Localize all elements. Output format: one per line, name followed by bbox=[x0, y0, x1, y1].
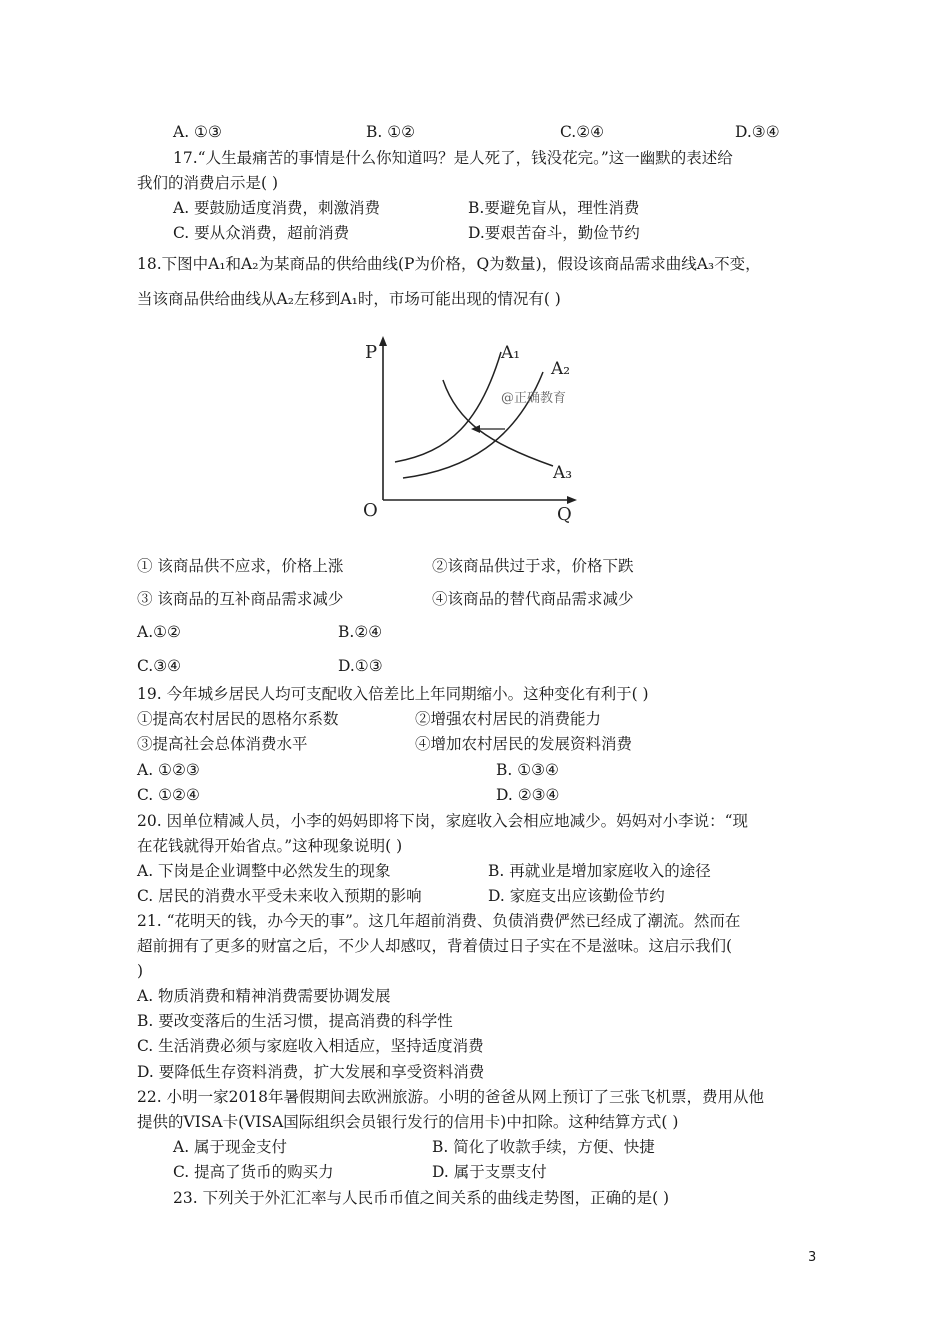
q19-item-4: ④增加农村居民的发展资料消费 bbox=[415, 735, 633, 753]
q21-stem-line2: 超前拥有了更多的财富之后，不少人却感叹，背着债过日子实在不是滋味。这启示我们( bbox=[137, 937, 733, 955]
q21-option-b: B. 要改变落后的生活习惯，提高消费的科学性 bbox=[137, 1012, 453, 1030]
q22-stem-line2: 提供的VISA卡(VISA国际组织会员银行发行的信用卡)中扣除。这种结算方式( ) bbox=[137, 1113, 679, 1131]
supply-curve-a1 bbox=[395, 352, 501, 462]
q18-item-2: ②该商品供过于求，价格下跌 bbox=[432, 557, 634, 575]
q18-option-c: C.③④ bbox=[137, 657, 182, 675]
q20-option-b: B. 再就业是增加家庭收入的途径 bbox=[488, 862, 711, 880]
q17-option-c: C. 要从众消费，超前消费 bbox=[173, 224, 350, 242]
q18-stem-line2: 当该商品供给曲线从A₂左移到A₁时，市场可能出现的情况有( ) bbox=[137, 290, 561, 308]
supply-demand-figure bbox=[355, 332, 615, 532]
q19-stem: 19. 今年城乡居民人均可支配收入倍差比上年同期缩小。这种变化有利于( ) bbox=[137, 685, 649, 703]
q18-option-d: D.①③ bbox=[338, 657, 383, 675]
q20-option-d: D. 家庭支出应该勤俭节约 bbox=[488, 887, 665, 905]
q19-option-b: B. ①③④ bbox=[496, 761, 559, 779]
q21-option-d: D. 要降低生存资料消费，扩大发展和享受资料消费 bbox=[137, 1063, 485, 1081]
q22-option-b: B. 简化了收款手续，方便、快捷 bbox=[432, 1138, 655, 1156]
q22-option-c: C. 提高了货币的购买力 bbox=[173, 1163, 334, 1181]
q16-option-d: D.③④ bbox=[735, 123, 780, 141]
watermark: @正确教育 bbox=[501, 391, 567, 406]
q19-option-c: C. ①②④ bbox=[137, 786, 200, 804]
q18-item-1: ① 该商品供不应求，价格上涨 bbox=[137, 557, 344, 575]
page-number: 3 bbox=[808, 1250, 817, 1265]
q21-stem-line1: 21. “花明天的钱，办今天的事”。这几年超前消费、负债消费俨然已经成了潮流。然而在 bbox=[137, 912, 741, 930]
q20-option-c: C. 居民的消费水平受未来收入预期的影响 bbox=[137, 887, 422, 905]
q19-item-3: ③提高社会总体消费水平 bbox=[137, 735, 308, 753]
a1-label: A₁ bbox=[501, 343, 521, 363]
q16-option-b: B. ①② bbox=[366, 123, 416, 141]
q-axis-label: Q bbox=[557, 504, 572, 525]
q18-stem-line1: 18.下图中A₁和A₂为某商品的供给曲线(P为价格，Q为数量)，假设该商品需求曲线A₃不变， bbox=[137, 255, 761, 273]
q17-option-d: D.要艰苦奋斗，勤俭节约 bbox=[468, 224, 640, 242]
q18-item-3: ③ 该商品的互补商品需求减少 bbox=[137, 590, 344, 608]
origin-label: O bbox=[363, 500, 378, 521]
shift-arrow-head bbox=[471, 425, 480, 433]
q16-option-c: C.②④ bbox=[560, 123, 605, 141]
q20-stem-line2: 在花钱就得开始省点。”这种现象说明( ) bbox=[137, 837, 403, 855]
q22-stem-line1: 22. 小明一家2018年暑假期间去欧洲旅游。小明的爸爸从网上预订了三张飞机票，费用从他 bbox=[137, 1088, 765, 1106]
q19-option-a: A. ①②③ bbox=[137, 761, 200, 779]
a3-label: A₃ bbox=[553, 463, 573, 483]
q20-stem-line1: 20. 因单位精减人员，小李的妈妈即将下岗，家庭收入会相应地减少。妈妈对小李说：“现 bbox=[137, 812, 749, 830]
y-axis-arrow bbox=[379, 336, 387, 346]
q17-stem-line2: 我们的消费启示是( ) bbox=[137, 174, 279, 192]
q23-stem: 23. 下列关于外汇汇率与人民币币值之间关系的曲线走势图，正确的是( ) bbox=[173, 1189, 670, 1207]
q22-option-d: D. 属于支票支付 bbox=[432, 1163, 547, 1181]
q18-item-4: ④该商品的替代商品需求减少 bbox=[432, 590, 634, 608]
p-axis-label: P bbox=[365, 342, 378, 363]
x-axis-arrow bbox=[567, 496, 577, 504]
q17-option-b: B.要避免盲从，理性消费 bbox=[468, 199, 640, 217]
q18-option-b: B.②④ bbox=[338, 623, 383, 641]
q21-option-a: A. 物质消费和精神消费需要协调发展 bbox=[137, 987, 391, 1005]
q21-stem-line3: ) bbox=[137, 962, 144, 980]
q22-option-a: A. 属于现金支付 bbox=[173, 1138, 288, 1156]
q19-item-1: ①提高农村居民的恩格尔系数 bbox=[137, 710, 339, 728]
q17-option-a: A. 要鼓励适度消费，刺激消费 bbox=[173, 199, 381, 217]
q18-option-a: A.①② bbox=[137, 623, 181, 641]
a2-label: A₂ bbox=[551, 359, 571, 379]
q19-option-d: D. ②③④ bbox=[496, 786, 560, 804]
q21-option-c: C. 生活消费必须与家庭收入相适应，坚持适度消费 bbox=[137, 1037, 484, 1055]
q19-item-2: ②增强农村居民的消费能力 bbox=[415, 710, 602, 728]
q20-option-a: A. 下岗是企业调整中必然发生的现象 bbox=[137, 862, 391, 880]
q16-option-a: A. ①③ bbox=[173, 123, 222, 141]
q17-stem-line1: 17.“人生最痛苦的事情是什么你知道吗？是人死了，钱没花完。”这一幽默的表述给 bbox=[173, 149, 733, 167]
